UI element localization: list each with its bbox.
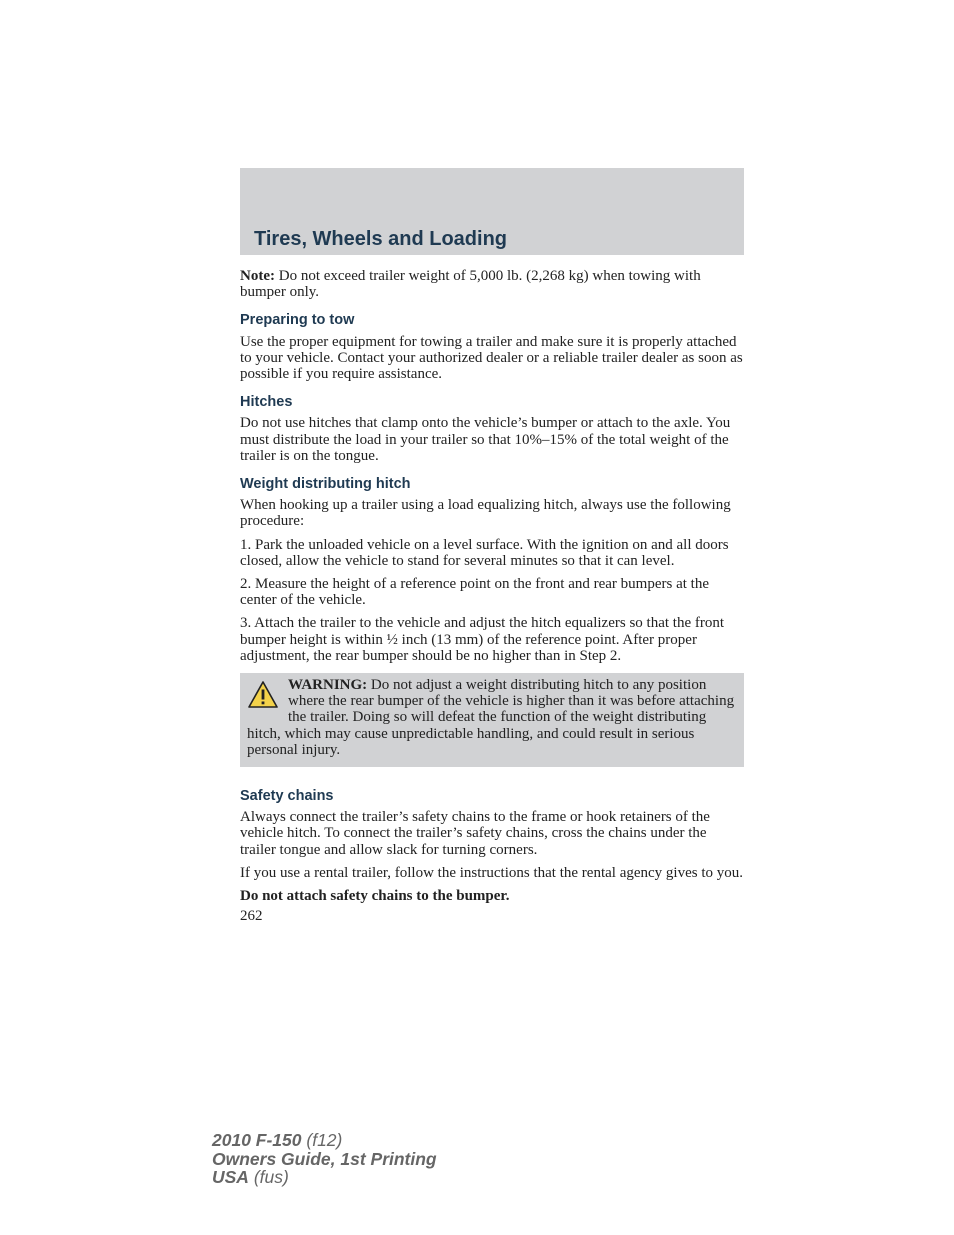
footer-line-1 (212, 1131, 437, 1150)
heading-hitches: Hitches (240, 394, 293, 411)
preparing-to-tow-body: Use the proper equipment for towing a trailer and make sure it is properly attached to your vehicle. Contact your authorized dealer or a reliable trailer dealer as soon as possible if you require assistance. (240, 333, 743, 383)
note-label: Note: (240, 268, 275, 284)
warning-label: WARNING: (288, 677, 368, 694)
weight-hitch-step-2: 2. Measure the height of a reference point on the front and rear bumpers at the center of the vehicle. (240, 576, 709, 609)
page-content (240, 268, 744, 925)
footer-line-2: Owners Guide, 1st Printing (212, 1148, 437, 1169)
note-paragraph (240, 268, 744, 300)
warning-text: Do not adjust a weight distributing hitch to any position where the rear bumper of the vehicle is higher than it was before attaching the trailer. Doing so will defeat the function of the weight distributing hitch, which may cause unpredictable handling, and could result in serious personal injury. (247, 677, 735, 758)
safety-chains-paragraph-2: If you use a rental trailer, follow the instructions that the rental agency gives to you. (240, 864, 743, 881)
weight-hitch-step-3: 3. Attach the trailer to the vehicle and adjust the hitch equalizers so that the front bumper height is within ½ inch (13 mm) of the reference point. After proper adjustment, the rear bumper should be no higher than in Step 2. (240, 615, 725, 664)
section-title: Tires, Wheels and Loading (254, 228, 508, 250)
note-text: Do not exceed trailer weight of 5,000 lb. (2,268 kg) when towing with bumper only. (240, 268, 701, 301)
footer-model-code: (f12) (301, 1130, 343, 1150)
safety-chains-paragraph-1: Always connect the trailer’s safety chains to the frame or hook retainers of the vehicle hitch. To connect the trailer’s safety chains, cross the chains under the trailer tongue and allow slack for turning corners. (240, 809, 710, 858)
footer-market: USA (212, 1167, 249, 1187)
document-footer (212, 1131, 437, 1187)
section-header-band (240, 168, 744, 255)
warning-triangle-icon (247, 680, 279, 710)
footer-model: 2010 F-150 (212, 1130, 302, 1150)
warning-box (240, 673, 744, 767)
footer-market-code: (fus) (248, 1167, 289, 1187)
heading-weight-distributing-hitch: Weight distributing hitch (240, 476, 411, 493)
heading-preparing-to-tow: Preparing to tow (240, 312, 355, 329)
weight-hitch-step-1: 1. Park the unloaded vehicle on a level surface. With the ignition on and all doors closed, allow the vehicle to stand for several minutes so that it can level. (240, 536, 729, 569)
footer-line-3 (212, 1168, 437, 1187)
page-number: 262 (240, 908, 263, 925)
weight-hitch-intro: When hooking up a trailer using a load equalizing hitch, always use the following procedure: (240, 497, 731, 530)
warning-text-paragraph (247, 677, 736, 758)
hitches-body: Do not use hitches that clamp onto the vehicle’s bumper or attach to the axle. You must distribute the load in your trailer so that 10%–15% of the total weight of the trailer is on the tongue. (240, 415, 731, 464)
heading-safety-chains: Safety chains (240, 788, 334, 805)
safety-chains-bold-statement: Do not attach safety chains to the bumper. (240, 888, 510, 905)
